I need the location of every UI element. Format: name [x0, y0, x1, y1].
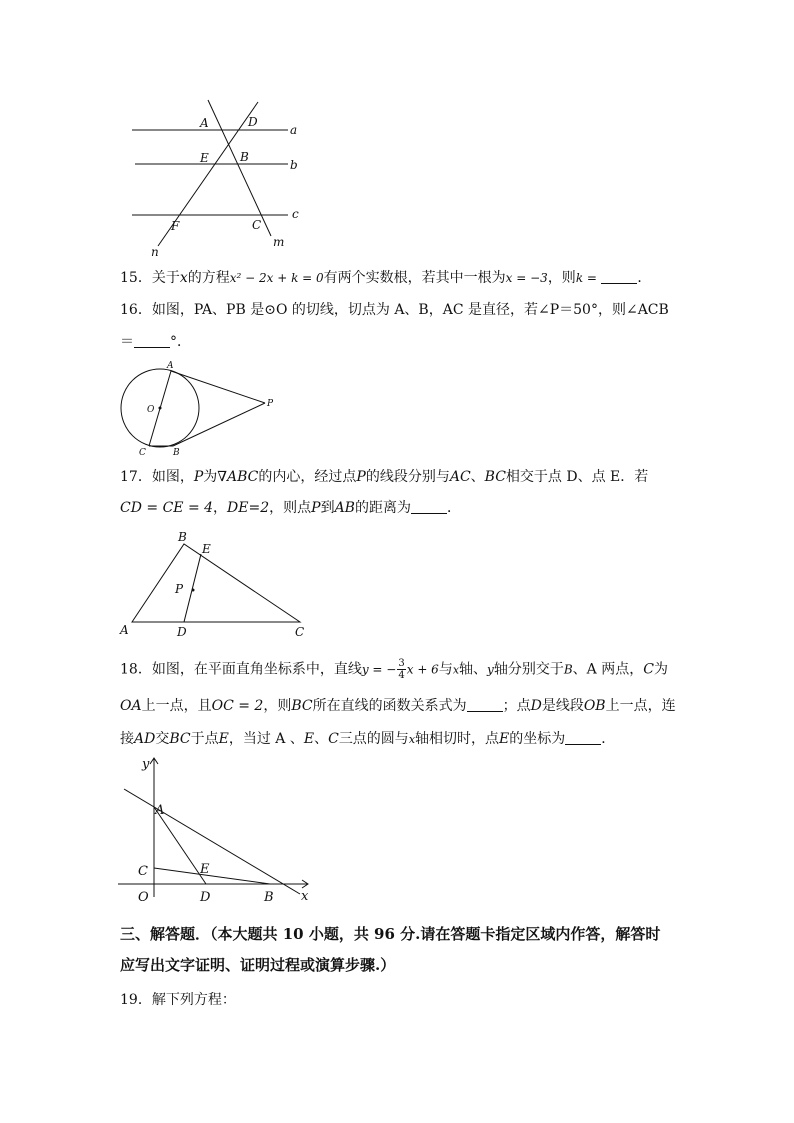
question-18-line2: OA上一点，且OC = 2，则BC所在直线的函数关系式为 ；点D是线段OB上一点，连 — [120, 698, 676, 714]
label-E: E — [200, 862, 210, 877]
label-C: C — [252, 218, 262, 232]
label-B: B — [264, 890, 274, 905]
label-O: O — [147, 405, 155, 415]
label-E: E — [202, 542, 211, 556]
section-3-heading-line1: 三、解答题．（本大题共 10 小题，共 96 分.请在答题卡指定区域内作答，解答时 — [120, 925, 661, 943]
answer-blank-18a[interactable] — [467, 697, 503, 712]
line-m — [208, 100, 271, 236]
center-point — [159, 407, 162, 410]
label-C: C — [295, 625, 305, 639]
question-16-line2: ＝ °． — [120, 334, 191, 350]
triangle-ABC — [132, 544, 300, 622]
label-x: x — [301, 889, 309, 904]
answer-blank-17[interactable] — [411, 499, 447, 514]
label-O: O — [138, 890, 149, 905]
label-A: A — [155, 803, 165, 818]
label-A: A — [200, 116, 209, 130]
label-F: F — [171, 219, 180, 233]
question-16-line1: 16．如图，PA、PB 是⊙O 的切线，切点为 A、B，AC 是直径，若∠P＝50°，则∠ACB — [120, 302, 669, 318]
tangent-PA — [171, 371, 265, 403]
line-AB — [124, 789, 300, 894]
label-n: n — [151, 245, 159, 259]
label-b: b — [290, 158, 298, 172]
figure-coordinate-plane — [110, 752, 320, 912]
section-3-heading-line2: 应写出文字证明、证明过程或演算步骤.） — [120, 956, 396, 974]
fraction-3-4: $\frac{3}{4}$ — [398, 658, 405, 681]
label-C: C — [139, 448, 146, 458]
question-18-line3: 接AD交BC于点E，当过 A 、E、C三点的圆与x轴相切时，点E的坐标为 ． — [120, 731, 616, 747]
question-17-line2: CD = CE = 4，DE=2，则点P到AB的距离为 ． — [120, 500, 461, 516]
segment-DE — [184, 554, 201, 622]
label-B: B — [173, 448, 180, 458]
label-D: D — [177, 625, 187, 639]
question-17-line1: 17．如图，P为∇ABC的内心，经过点P的线段分别与AC、BC相交于点 D、点 E．若 — [120, 469, 649, 485]
figure-circle-tangents — [110, 358, 290, 460]
tangent-PB — [173, 403, 265, 446]
label-P: P — [267, 399, 274, 409]
label-E: E — [200, 151, 209, 165]
figure-parallel-lines — [120, 96, 320, 261]
figure-triangle-incenter — [115, 528, 315, 643]
point-P — [192, 589, 195, 592]
label-A: A — [167, 361, 174, 371]
answer-blank-18b[interactable] — [565, 730, 601, 745]
label-A: A — [120, 623, 129, 637]
label-D: D — [200, 890, 211, 905]
label-B: B — [240, 150, 249, 164]
label-P: P — [175, 582, 184, 596]
answer-blank-16[interactable] — [134, 333, 170, 348]
label-a: a — [290, 123, 298, 137]
label-D: D — [248, 115, 258, 129]
question-19: 19．解下列方程： — [120, 992, 236, 1008]
label-B: B — [178, 530, 187, 544]
label-C: C — [138, 864, 148, 879]
segment-CB — [154, 868, 270, 884]
label-y: y — [142, 757, 150, 772]
question-15: 15．关于x的方程x² − 2x + k = 0有两个实数根，若其中一根为x = −3，则k = ． — [120, 270, 652, 286]
question-18-line1: 18．如图，在平面直角坐标系中，直线y = − $\frac{3}{4}$ x + 6与x轴、y轴分别交于B、A 两点，C为 — [120, 658, 668, 681]
answer-blank-15[interactable] — [601, 269, 637, 284]
segment-AD — [154, 807, 206, 884]
label-c: c — [292, 207, 299, 221]
label-m: m — [273, 235, 285, 249]
